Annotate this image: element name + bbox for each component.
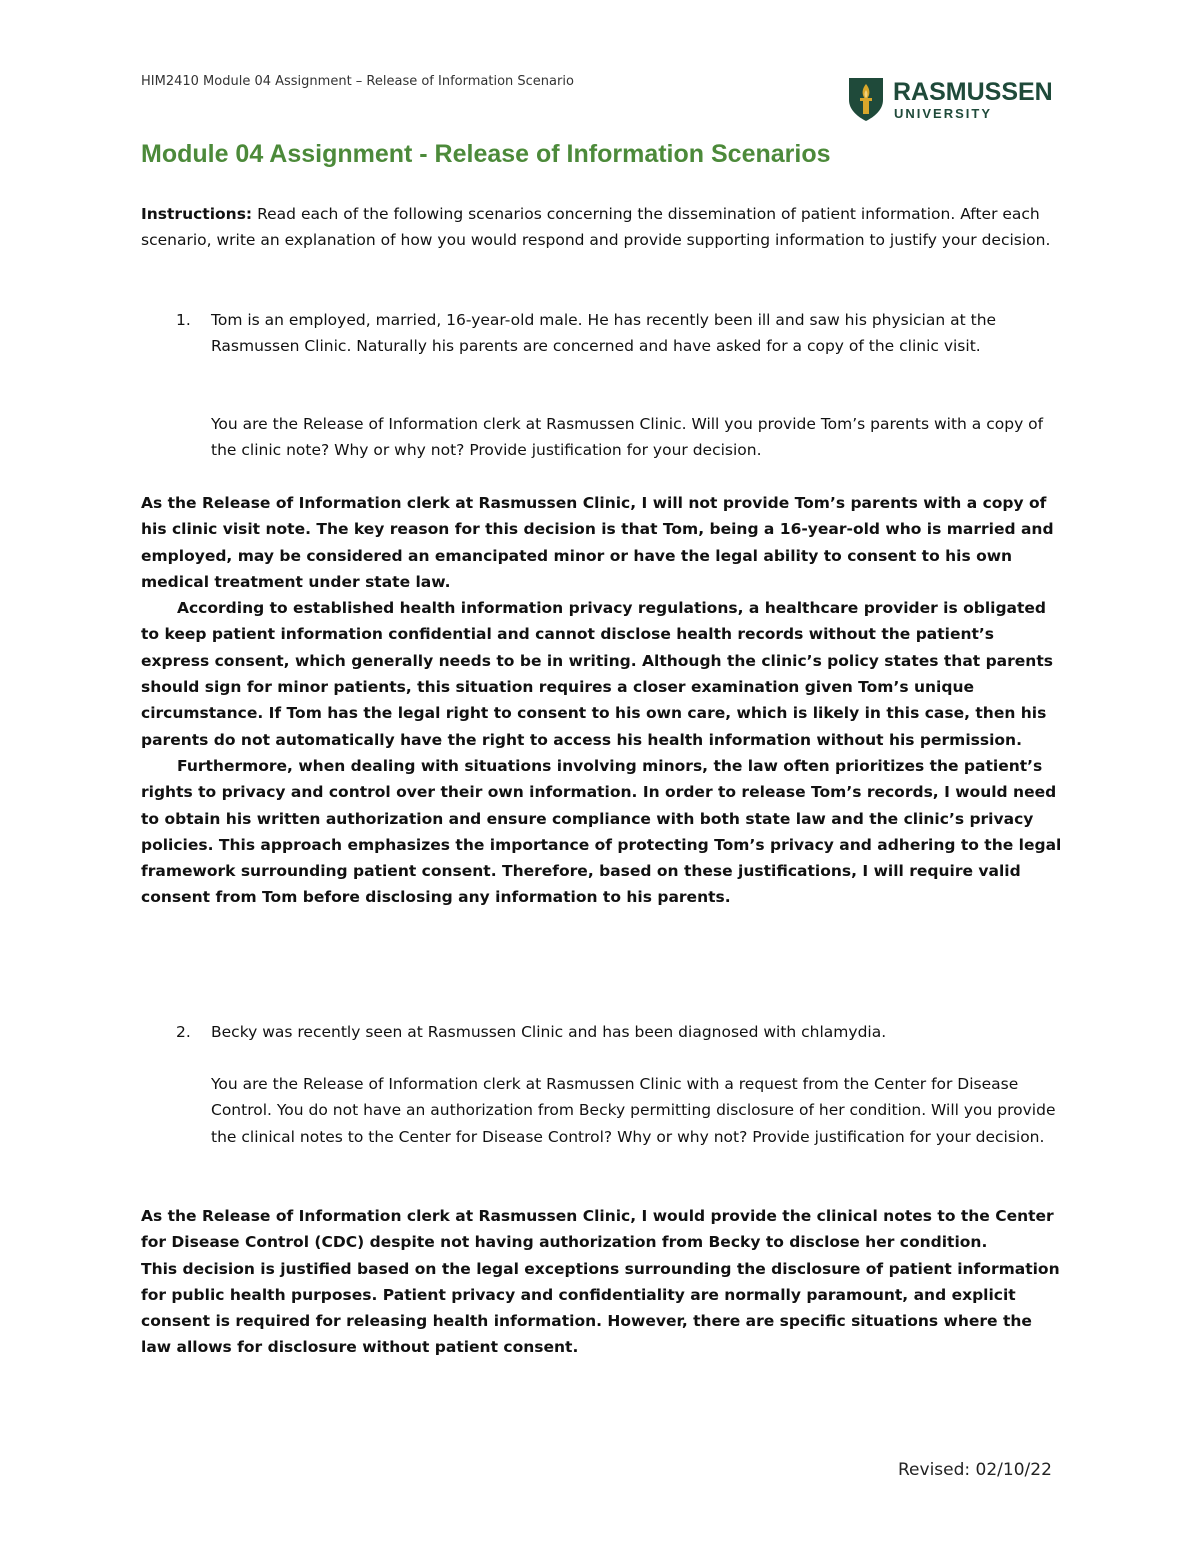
scenario-1-number: 1. <box>176 311 191 329</box>
scenario-2-question: You are the Release of Information clerk at Rasmussen Clinic with a request from the Center for Disease Control. You do not have an authorization from Becky permitting disclosure of her condition. Will you provide the clinical notes to the Center for Disease Control? Why or why not? Provide justification for your decision. <box>211 1075 1056 1146</box>
scenario-1-question: You are the Release of Information clerk at Rasmussen Clinic. Will you provide Tom’s parents with a copy of the clinic note? Why or why not? Provide justification for your decision. <box>211 415 1044 460</box>
page-title: Module 04 Assignment - Release of Information Scenarios <box>141 140 831 168</box>
revised-date: Revised: 02/10/22 <box>898 1460 1052 1480</box>
scenario-1-text: Tom is an employed, married, 16-year-old male. He has recently been ill and saw his physician at the Rasmussen Clinic. Naturally his parents are concerned and have asked for a copy of the clinic visit. <box>211 311 997 356</box>
logo-name: RASMUSSEN <box>893 78 1053 106</box>
answer-paragraph: This decision is justified based on the legal exceptions surrounding the disclosure of patient information for public health purposes. Patient privacy and confidentiality are normally paramount, and explicit consent is required for releasing health information. However, there are specific situations where the law allows for disclosure without patient consent. <box>141 1259 1060 1357</box>
rasmussen-logo <box>846 76 1066 124</box>
scenario-2-number: 2. <box>176 1023 191 1041</box>
scenario-2-answer <box>141 1203 1066 1361</box>
instructions-text: Read each of the following scenarios concerning the dissemination of patient information. After each scenario, write an explanation of how you would respond and provide supporting information to justify your decision. <box>141 205 1051 250</box>
answer-paragraph: Furthermore, when dealing with situations involving minors, the law often prioritizes the patient’s rights to privacy and control over their own information. In order to release Tom’s records, I would need to obtain his written authorization and ensure compliance with both state law and the clinic’s privacy policies. This approach emphasizes the importance of protecting Tom’s privacy and adhering to the legal framework surrounding patient consent. Therefore, based on these justifications, I will require valid consent from Tom before disclosing any information to his parents. <box>141 756 1062 907</box>
answer-paragraph: As the Release of Information clerk at Rasmussen Clinic, I will not provide Tom’s parents with a copy of his clinic visit note. The key reason for this decision is that Tom, being a 16-year-old who is married and employed, may be considered an emancipated minor or have the legal ability to consent to his own medical treatment under state law. <box>141 494 1054 591</box>
instructions <box>141 201 1071 254</box>
answer-paragraph: According to established health information privacy regulations, a healthcare provider is obligated to keep patient information confidential and cannot disclose health records without the patient’s express consent, which generally needs to be in writing. Although the clinic’s policy states that parents should sign for minor patients, this situation requires a closer examination given Tom’s unique circumstance. If Tom has the legal right to consent to his own care, which is likely in this case, then his parents do not automatically have the right to access his health information without his permission. <box>141 599 1053 749</box>
scenario-1-answer <box>141 490 1066 911</box>
running-header: HIM2410 Module 04 Assignment – Release of Information Scenario <box>141 74 574 89</box>
logo-subtitle: UNIVERSITY <box>894 106 993 121</box>
answer-paragraph: As the Release of Information clerk at Rasmussen Clinic, I would provide the clinical notes to the Center for Disease Control (CDC) despite not having authorization from Becky to disclose her condition. <box>141 1207 1054 1252</box>
scenario-2-text: Becky was recently seen at Rasmussen Clinic and has been diagnosed with chlamydia. <box>211 1023 887 1041</box>
instructions-label: Instructions: <box>141 205 253 223</box>
shield-torch-icon <box>846 76 886 122</box>
